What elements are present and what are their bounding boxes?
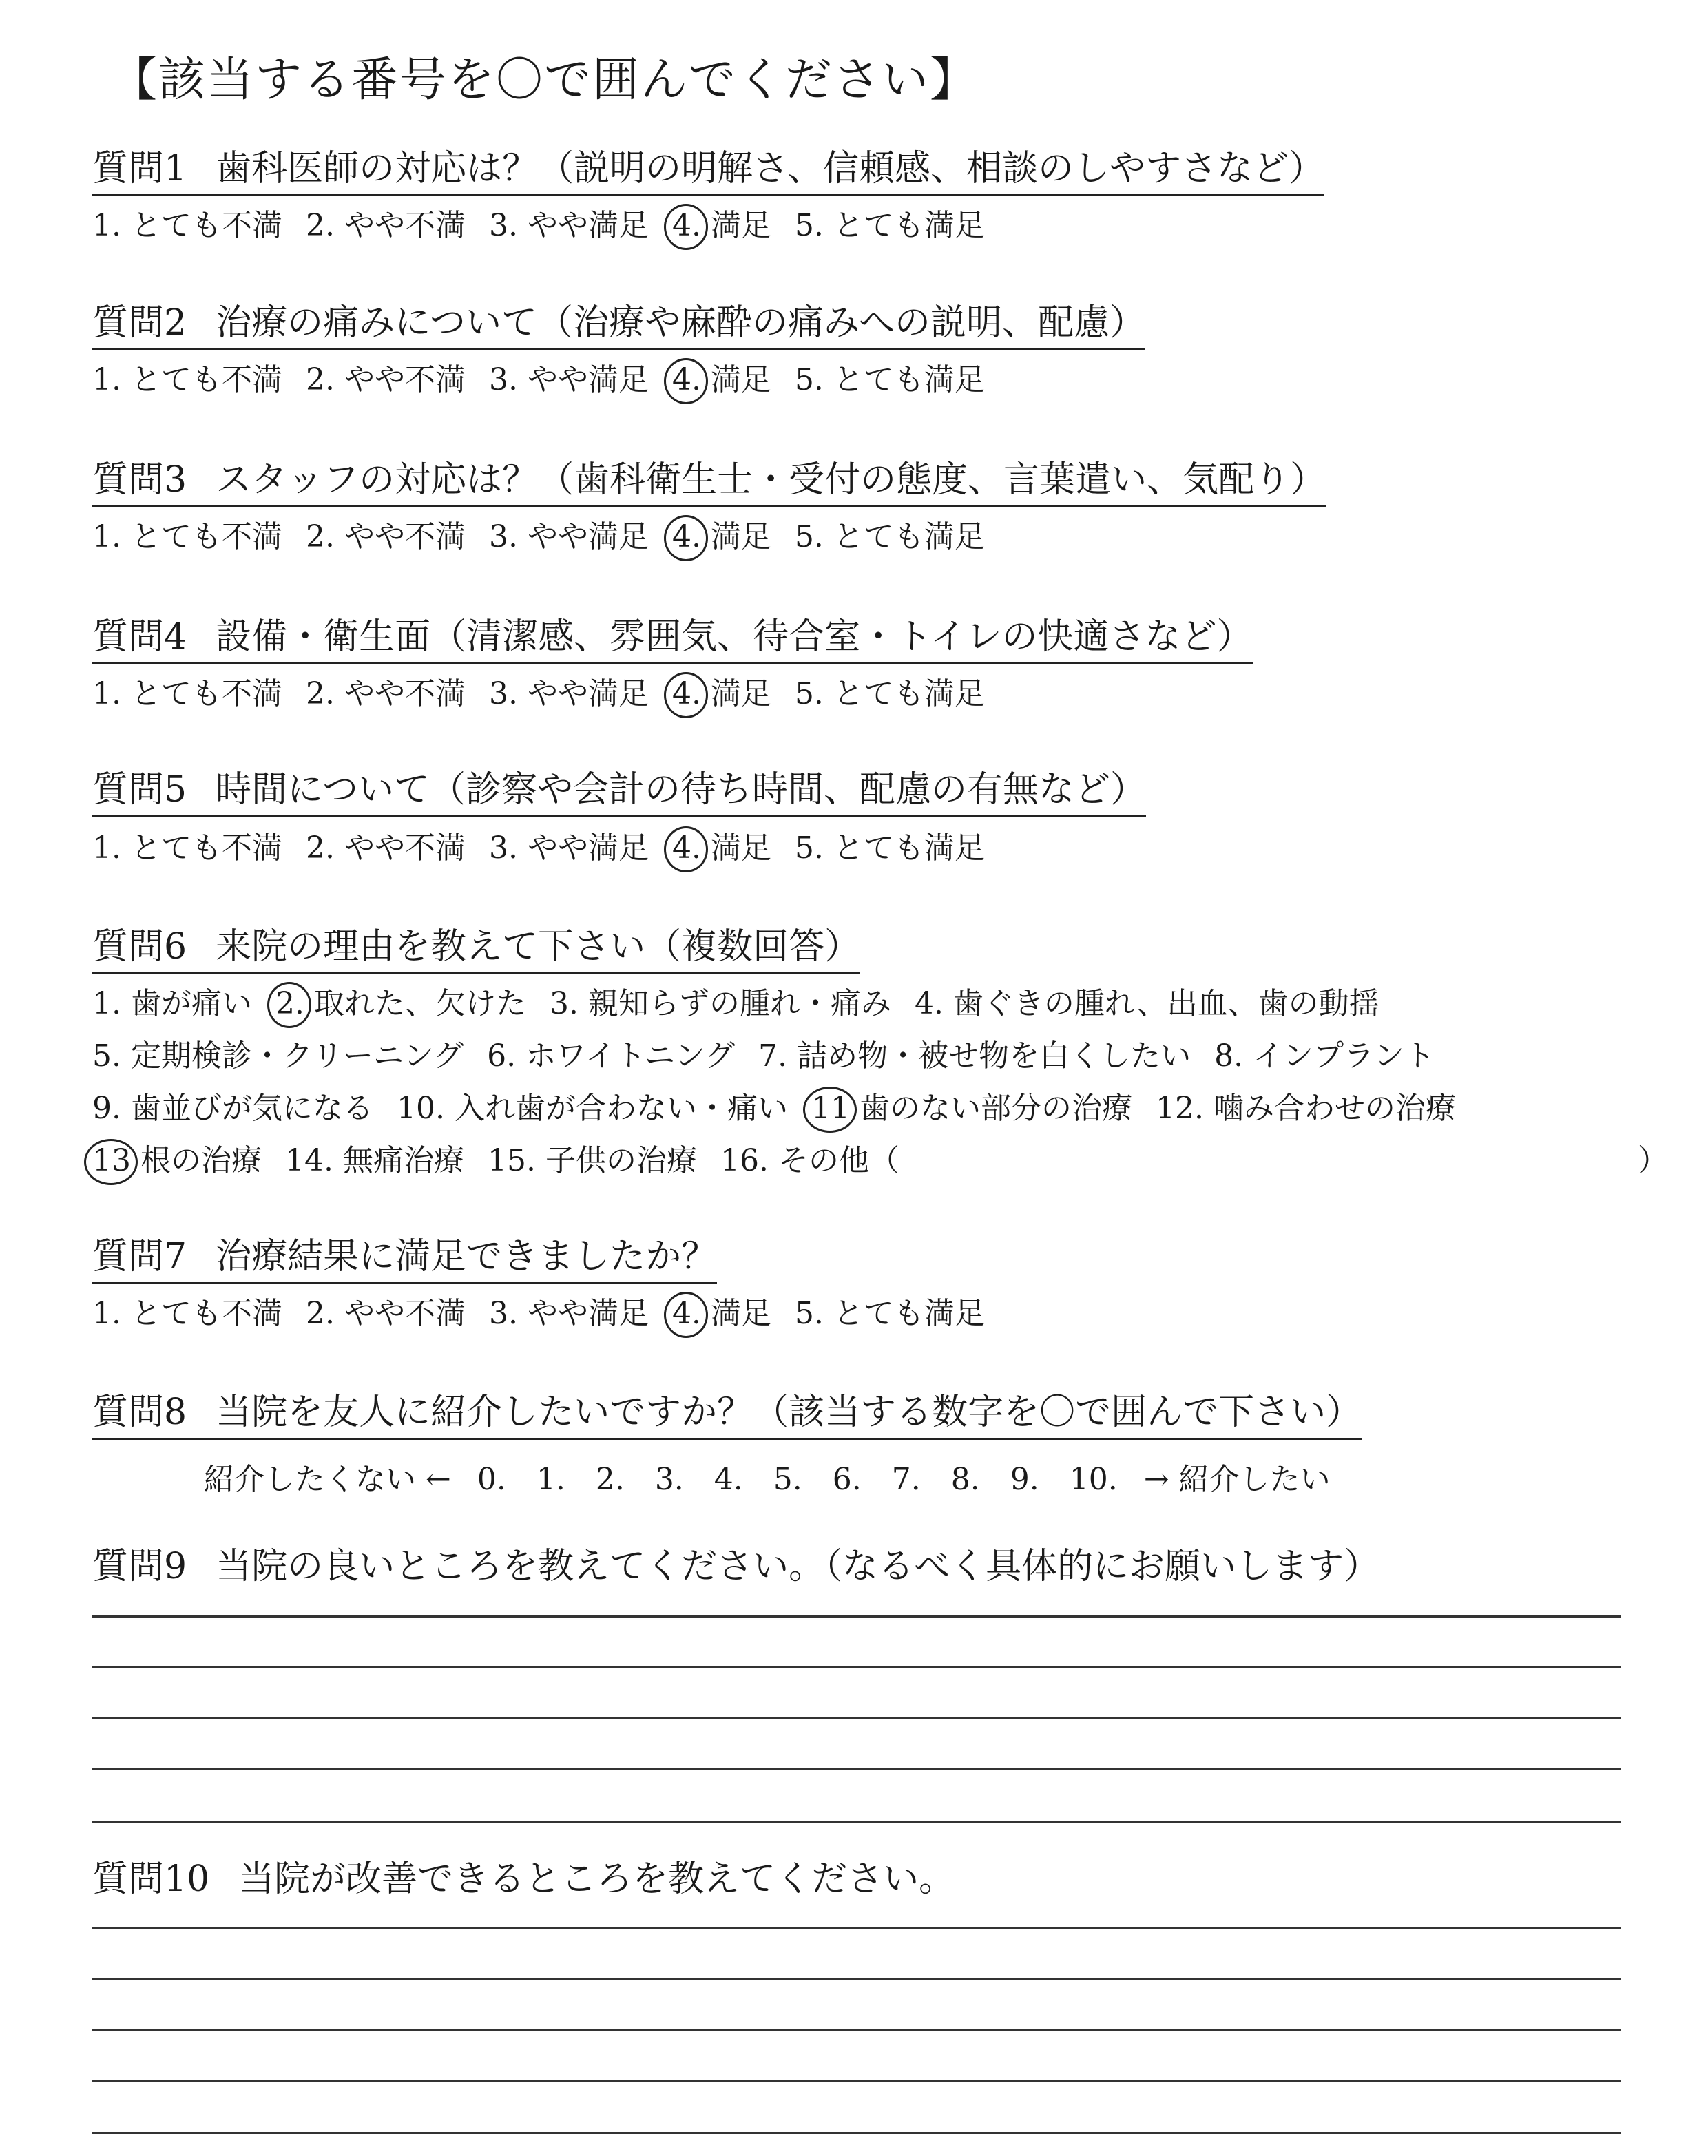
option-label: 満足 (710, 1296, 771, 1331)
option-label: 詰め物・被せ物を白くしたい (797, 1038, 1191, 1074)
option-number: 1. (92, 830, 121, 866)
option-label: とても満足 (833, 830, 985, 866)
option-number: 3. (488, 1296, 518, 1331)
answer-line[interactable] (92, 1615, 1621, 1618)
question-number: 質問6 (92, 926, 187, 967)
scale-values (462, 1462, 1133, 1497)
q2-heading (92, 303, 1145, 350)
question-number: 質問4 (92, 616, 187, 658)
option-label: 根の治療 (140, 1143, 262, 1178)
question-number: 質問3 (92, 459, 187, 501)
option-number: 2. (305, 208, 335, 243)
answer-option[interactable] (92, 208, 282, 244)
answer-option[interactable] (92, 362, 282, 399)
option-number: 3. (488, 519, 518, 554)
question-text: 当院が改善できるところを教えてください。 (238, 1859, 955, 1900)
option-number: 4. (671, 830, 701, 866)
option-label: とても満足 (833, 362, 985, 397)
option-label: とても満足 (833, 208, 985, 243)
option-label: やや満足 (527, 519, 649, 554)
option-label: やや不満 (344, 676, 466, 711)
option-label: 歯並びが気になる (130, 1091, 373, 1126)
option-number: 10. (396, 1091, 445, 1126)
option-label: 親知らずの腫れ・痛み (587, 986, 891, 1021)
q3-heading (92, 460, 1326, 507)
option-number: 6. (487, 1038, 517, 1074)
recommend-scale (193, 1454, 1342, 1498)
answer-option[interactable] (489, 519, 649, 556)
option-number: 5. (794, 208, 824, 243)
answer-option[interactable] (285, 1143, 464, 1180)
q9-heading (92, 1547, 1379, 1592)
q7-options (92, 1296, 1008, 1332)
option-number: 3. (488, 676, 518, 711)
answer-option[interactable] (1156, 1091, 1456, 1127)
option-label: やや不満 (344, 1296, 466, 1331)
answer-option[interactable] (275, 986, 526, 1023)
q10-heading (92, 1859, 955, 1905)
scale-value[interactable]: 6. (832, 1462, 862, 1497)
answer-option[interactable] (92, 986, 252, 1023)
q5-heading (92, 770, 1146, 817)
answer-option[interactable] (489, 830, 649, 867)
scale-right-label: → 紹介したい (1143, 1462, 1331, 1497)
answer-option[interactable] (92, 676, 282, 713)
option-number: 7. (758, 1038, 788, 1074)
option-label: 定期検診・クリーニング (130, 1038, 464, 1074)
question-number: 質問10 (92, 1859, 210, 1900)
option-label: 歯のない部分の治療 (859, 1091, 1132, 1126)
option-number: 8. (1214, 1038, 1244, 1074)
q6-row-4 (92, 1143, 923, 1180)
answer-line[interactable] (92, 1717, 1621, 1719)
q8-heading (92, 1392, 1362, 1440)
option-number: 2. (305, 830, 335, 866)
q4-options (92, 676, 1008, 713)
option-label: とても満足 (833, 519, 985, 554)
question-number: 質問1 (92, 148, 187, 189)
option-label: とても不満 (130, 519, 282, 554)
answer-option[interactable] (672, 208, 771, 244)
scale-left-label: 紹介したくない ← (204, 1462, 451, 1497)
scale-value[interactable]: 4. (714, 1462, 743, 1497)
option-number: 5. (794, 676, 824, 711)
option-number: 3. (488, 830, 518, 866)
option-number: 1. (92, 362, 121, 397)
question-number: 質問2 (92, 302, 187, 344)
answer-option[interactable] (758, 1038, 1191, 1075)
option-label: とても満足 (833, 676, 985, 711)
answer-option[interactable] (489, 676, 649, 713)
question-text: 設備・衛生面（清潔感、雰囲気、待合室・トイレの快適さなど） (216, 616, 1253, 658)
answer-option[interactable] (672, 830, 771, 867)
scale-value[interactable]: 1. (536, 1462, 565, 1497)
answer-option[interactable] (795, 676, 985, 713)
answer-line[interactable] (92, 1768, 1621, 1770)
q7-heading (92, 1237, 717, 1284)
answer-option[interactable] (795, 208, 985, 244)
question-text: 歯科医師の対応は？（説明の明解さ、信頼感、相談のしやすさなど） (216, 148, 1325, 189)
option-number: 16. (720, 1143, 769, 1178)
option-number: 4. (671, 676, 701, 711)
option-number: 5. (794, 830, 824, 866)
option-label: やや不満 (344, 830, 466, 866)
answer-option[interactable] (489, 1296, 649, 1332)
answer-option[interactable] (550, 986, 891, 1023)
option-number: 13 (92, 1143, 131, 1178)
option-label: ホワイトニング (525, 1038, 736, 1074)
option-number: 12. (1155, 1091, 1204, 1126)
option-label: やや不満 (344, 208, 466, 243)
option-number: 4. (671, 519, 701, 554)
option-number: 1. (92, 208, 121, 243)
option-label: 満足 (710, 676, 771, 711)
option-label: 無痛治療 (342, 1143, 464, 1178)
q4-heading (92, 617, 1253, 664)
answer-option[interactable] (92, 1296, 282, 1332)
answer-option[interactable] (915, 986, 1379, 1023)
answer-line[interactable] (92, 1666, 1621, 1668)
scale-value[interactable]: 3. (654, 1462, 684, 1497)
option-label: とても不満 (130, 208, 282, 243)
answer-option[interactable] (306, 208, 466, 244)
question-text: 治療の痛みについて（治療や麻酔の痛みへの説明、配慮） (216, 302, 1146, 344)
option-number: 4. (914, 986, 944, 1021)
option-label: やや不満 (344, 362, 466, 397)
answer-option[interactable] (306, 676, 466, 713)
option-label: 歯が痛い (130, 986, 252, 1021)
option-label: やや満足 (527, 676, 649, 711)
option-label: やや満足 (527, 362, 649, 397)
option-number: 2. (275, 986, 304, 1021)
answer-option[interactable] (92, 830, 282, 867)
question-text: スタッフの対応は？（歯科衛生士・受付の態度、言葉遣い、気配り） (216, 459, 1326, 501)
answer-option[interactable] (795, 830, 985, 867)
option-number: 4. (671, 362, 701, 397)
answer-option[interactable] (306, 830, 466, 867)
question-text: 時間について（診察や会計の待ち時間、配慮の有無など） (216, 769, 1147, 810)
scale-value[interactable]: 8. (950, 1462, 980, 1497)
option-number: 5. (794, 1296, 824, 1331)
question-number: 質問8 (92, 1392, 187, 1433)
option-label: 満足 (710, 362, 771, 397)
q6-row-1 (92, 986, 1403, 1023)
answer-option[interactable] (720, 1143, 899, 1180)
q6-heading (92, 927, 860, 974)
answer-line[interactable] (92, 1978, 1621, 1980)
question-number: 質問5 (92, 769, 187, 810)
answer-option[interactable] (92, 1143, 262, 1180)
option-label: その他（ (778, 1143, 899, 1178)
answer-line[interactable] (92, 1927, 1621, 1929)
q2-options (92, 362, 1008, 399)
answer-option[interactable] (488, 1143, 697, 1180)
option-number: 11 (811, 1091, 850, 1126)
scale-value[interactable]: 2. (595, 1462, 625, 1497)
question-number: 質問7 (92, 1236, 187, 1277)
q6-row-3 (92, 1091, 1479, 1127)
option-number: 3. (488, 208, 518, 243)
question-number: 質問9 (92, 1546, 187, 1587)
scale-value[interactable]: 10. (1069, 1462, 1118, 1497)
question-text: 来院の理由を教えて下さい（複数回答） (216, 926, 861, 967)
option-number: 1. (92, 986, 121, 1021)
answer-option[interactable] (672, 1296, 771, 1332)
option-label: 満足 (710, 519, 771, 554)
answer-option[interactable] (489, 362, 649, 399)
q3-options (92, 519, 1008, 556)
option-number: 2. (305, 519, 335, 554)
page-title: 【該当する番号を〇で囲んでください】 (110, 53, 979, 107)
answer-line[interactable] (92, 2029, 1621, 2031)
answer-line[interactable] (92, 2132, 1621, 2134)
answer-option[interactable] (1214, 1038, 1435, 1075)
option-label: やや不満 (344, 519, 466, 554)
answer-option[interactable] (489, 208, 649, 244)
question-text: 治療結果に満足できましたか？ (216, 1236, 718, 1277)
scale-value[interactable]: 7. (891, 1462, 921, 1497)
answer-option[interactable] (672, 519, 771, 556)
option-number: 2. (305, 676, 335, 711)
option-number: 9. (92, 1091, 121, 1126)
answer-option[interactable] (306, 1296, 466, 1332)
option-number: 1. (92, 519, 121, 554)
option-label: とても不満 (130, 830, 282, 866)
answer-option[interactable] (795, 1296, 985, 1332)
option-label: やや満足 (527, 1296, 649, 1331)
scale-value[interactable]: 5. (773, 1462, 802, 1497)
option-number: 1. (92, 676, 121, 711)
option-number: 15. (487, 1143, 536, 1178)
option-label: インプラント (1253, 1038, 1435, 1074)
answer-option[interactable] (672, 362, 771, 399)
option-label: 子供の治療 (545, 1143, 697, 1178)
answer-option[interactable] (811, 1091, 1132, 1127)
answer-option[interactable] (397, 1091, 788, 1127)
question-text: 当院を友人に紹介したいですか？（該当する数字を〇で囲んで下さい） (216, 1392, 1362, 1433)
option-label: やや満足 (527, 830, 649, 866)
answer-option[interactable] (306, 362, 466, 399)
q5-options (92, 830, 1008, 867)
answer-line[interactable] (92, 1821, 1621, 1823)
option-label: 入れ歯が合わない・痛い (454, 1091, 788, 1126)
option-label: とても満足 (833, 1296, 985, 1331)
answer-option[interactable] (487, 1038, 735, 1075)
question-text: 当院の良いところを教えてください。（なるべく具体的にお願いします） (216, 1546, 1380, 1587)
answer-option[interactable] (672, 676, 771, 713)
option-label: とても不満 (130, 676, 282, 711)
answer-option[interactable] (306, 519, 466, 556)
answer-option[interactable] (92, 519, 282, 556)
scale-value[interactable]: 0. (477, 1462, 506, 1497)
option-number: 3. (549, 986, 579, 1021)
option-label: 歯ぐきの腫れ、出血、歯の動揺 (952, 986, 1379, 1021)
option-label: 取れた、欠けた (313, 986, 526, 1021)
q1-options (92, 208, 1008, 244)
option-number: 1. (92, 1296, 121, 1331)
option-number: 3. (488, 362, 518, 397)
option-label: 噛み合わせの治療 (1213, 1091, 1456, 1126)
option-number: 2. (305, 1296, 335, 1331)
q6-row-2 (92, 1038, 1458, 1075)
scale-value[interactable]: 9. (1010, 1462, 1039, 1497)
answer-option[interactable] (92, 1038, 464, 1075)
option-number: 5. (794, 362, 824, 397)
option-label: 満足 (710, 208, 771, 243)
option-label: やや満足 (527, 208, 649, 243)
q1-heading (92, 149, 1324, 196)
option-number: 5. (92, 1038, 121, 1074)
option-label: とても不満 (130, 1296, 282, 1331)
option-label: とても不満 (130, 362, 282, 397)
option-number: 14. (285, 1143, 333, 1178)
answer-option[interactable] (92, 1091, 373, 1127)
option-label: 満足 (710, 830, 771, 866)
option-number: 4. (671, 208, 701, 243)
answer-option[interactable] (795, 362, 985, 399)
option-number: 5. (794, 519, 824, 554)
q6-other-close: ） (1638, 1143, 1668, 1178)
option-number: 2. (305, 362, 335, 397)
answer-line[interactable] (92, 2080, 1621, 2082)
answer-option[interactable] (795, 519, 985, 556)
option-number: 4. (671, 1296, 701, 1331)
